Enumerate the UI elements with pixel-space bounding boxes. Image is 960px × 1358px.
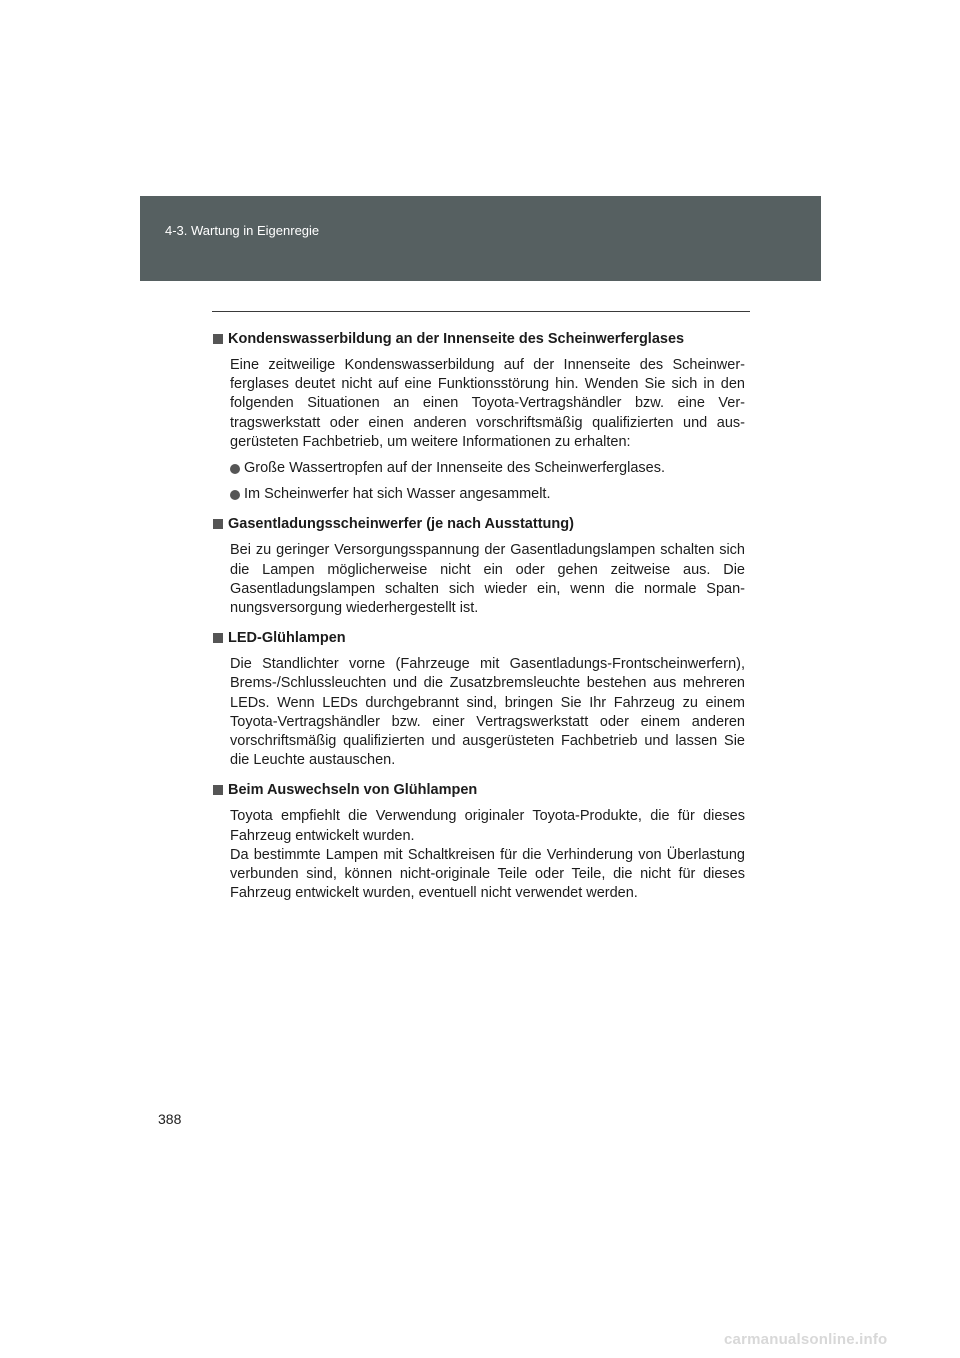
section-heading-text: Beim Auswechseln von Glühlampen bbox=[228, 782, 478, 799]
bullet-text: Große Wassertropfen auf der Innenseite des Scheinwerferglases. bbox=[244, 460, 665, 477]
bullet-text: Im Scheinwerfer hat sich Wasser angesammelt. bbox=[244, 486, 551, 503]
section-heading-text: LED-Glühlampen bbox=[228, 630, 346, 647]
content-body bbox=[213, 329, 745, 910]
section-heading-text: Kondenswasserbildung an der Innenseite des Scheinwerferglases bbox=[228, 331, 685, 347]
paragraph: Bei zu geringer Versorgungsspannung der Gasentladungslampen schalten sich die Lampen möglicherweise nicht ein oder gehen zeitweise aus. Die Gasentladungslampen schalten sich wieder ein, wenn die normale Spannungsversorgung wiederhergestellt ist. bbox=[230, 542, 745, 617]
paragraph: Da bestimmte Lampen mit Schaltkreisen für die Verhinderung von Überlastung verbunden sind, können nicht-originale Teile oder Teile, die nicht für dieses Fahrzeug entwickelt wurden, eventuell nicht verwendet werden. bbox=[230, 846, 745, 902]
section-heading bbox=[213, 514, 745, 534]
watermark: carmanualsonline.info bbox=[724, 1331, 888, 1348]
horizontal-rule bbox=[212, 311, 750, 312]
section-heading-text: Gasentladungsscheinwerfer (je nach Ausstattung) bbox=[228, 516, 574, 533]
section-heading bbox=[213, 329, 745, 349]
section-heading bbox=[213, 780, 745, 800]
section-heading bbox=[213, 628, 745, 648]
bullet-item bbox=[230, 459, 745, 478]
bullet-item bbox=[230, 485, 745, 504]
square-bullet-icon bbox=[213, 334, 223, 344]
paragraph: Die Standlichter vorne (Fahrzeuge mit Gasentladungs-Frontscheinwerfern), Brems-/Schlussleuchten und die Zusatzbremsleuchte bestehen aus mehreren LEDs. Wenn LEDs durchgebrannt sind, bringen Sie Ihr Fahrzeug zu einem Toyota-Vertragshändler bzw. einer Vertragswerkstatt oder einem anderen vorschriftsmäßig qualifizierten und ausgerüsteten Fachbetrieb und lassen Sie die Leuchte austauschen. bbox=[230, 656, 745, 769]
paragraph: Eine zeitweilige Kondenswasserbildung auf der Innenseite des Scheinwerferglases deutet nicht auf eine Funktionsstörung hin. Wenden Sie sich in den folgenden Situationen an einen Toyota-Vertragshändler bzw. eine Vertragswerkstatt oder einen anderen vorschriftsmäßig qualifizierten und ausgerüsteten Fachbetrieb, um weitere Informationen zu erhalten: bbox=[230, 357, 745, 450]
section-label: 4-3. Wartung in Eigenregie bbox=[165, 223, 320, 238]
circle-bullet-icon bbox=[230, 464, 240, 474]
paragraph: Toyota empfiehlt die Verwendung originaler Toyota-Produkte, die für dieses Fahrzeug entwickelt wurden. bbox=[230, 808, 745, 844]
page-number: 388 bbox=[158, 1111, 182, 1127]
square-bullet-icon bbox=[213, 785, 223, 795]
square-bullet-icon bbox=[213, 519, 223, 529]
square-bullet-icon bbox=[213, 633, 223, 643]
circle-bullet-icon bbox=[230, 490, 240, 500]
section-header-band bbox=[140, 196, 821, 281]
